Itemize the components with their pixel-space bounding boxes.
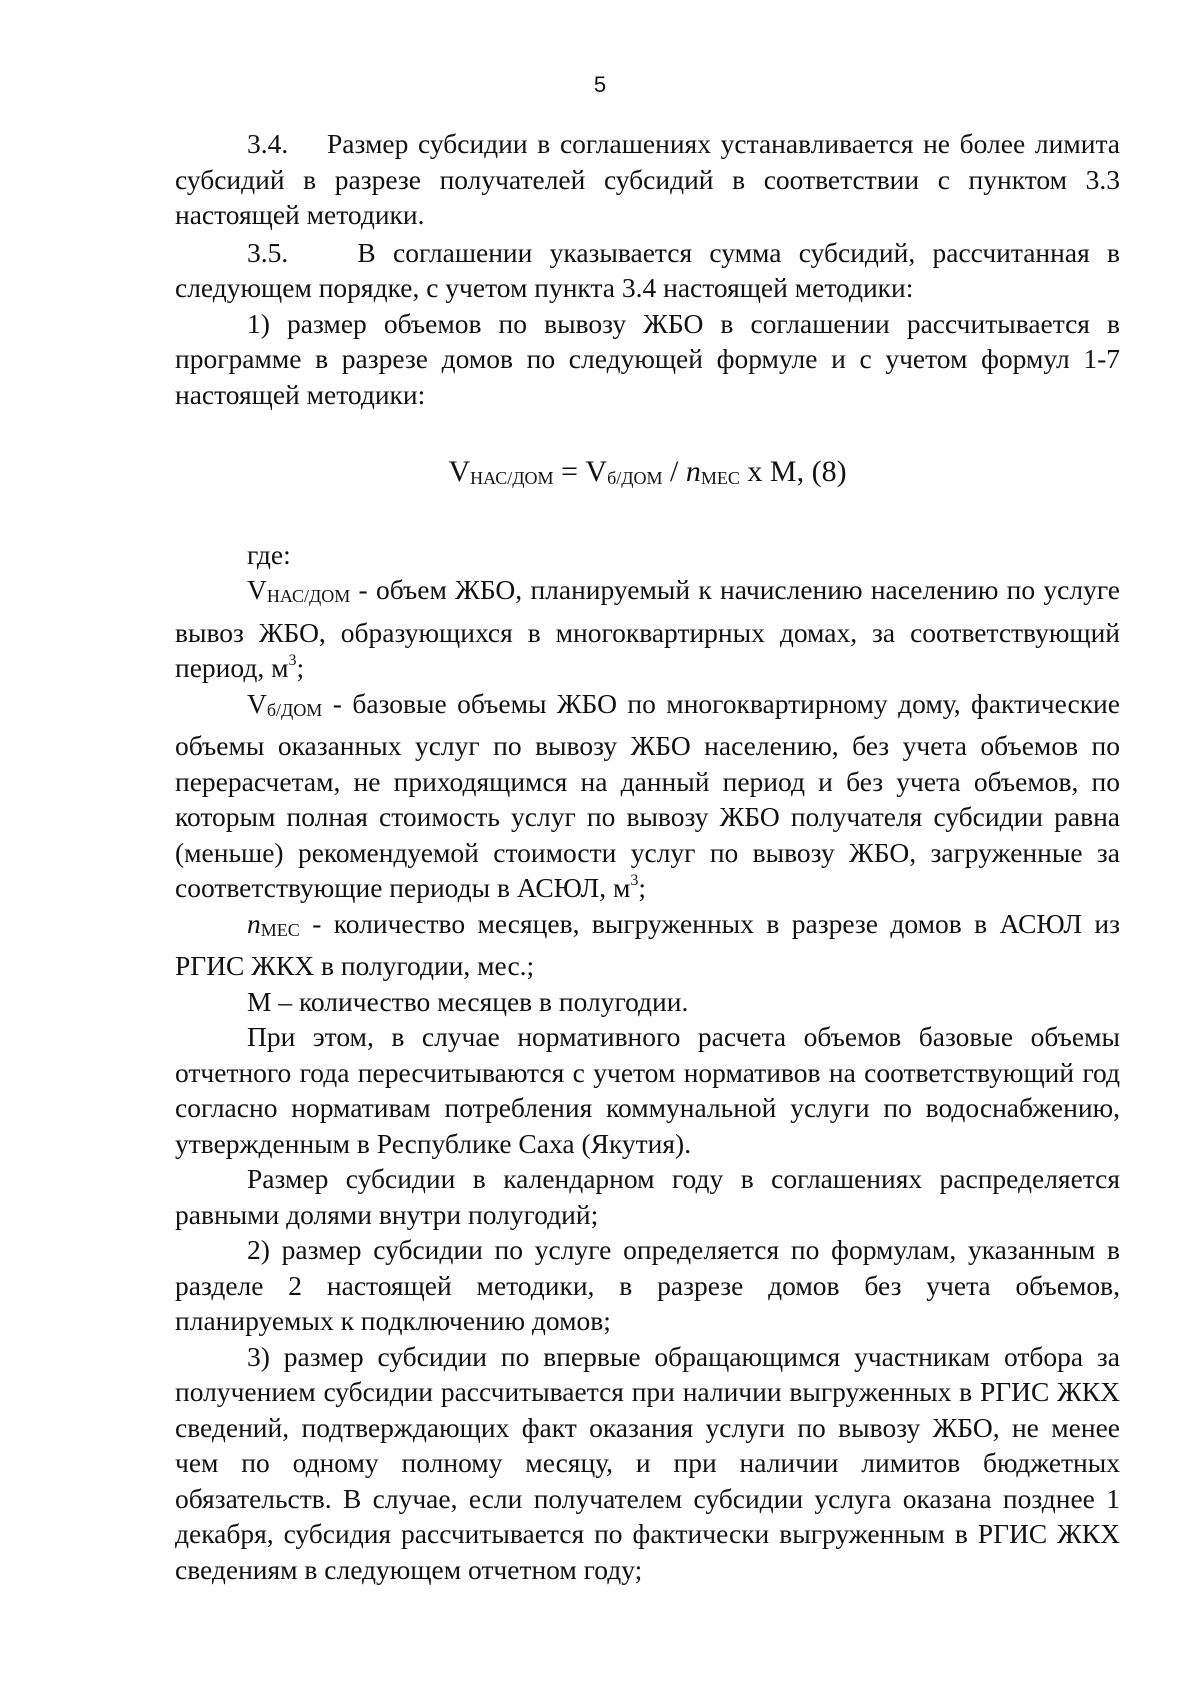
where-label: где: [247,538,291,570]
def-symbol: V [247,687,267,719]
def-end: ; [638,872,647,903]
paragraph-text: Размер субсидии в соглашениях устанавливается не более лимита субсидий в разрезе получателей субсидий в соответствии с пунктом 3.3 настоящей методики. [175,128,1121,230]
formula-equals: = [553,455,586,488]
def-subscript: НАС/ДОМ [266,586,351,606]
definition-v-nas-dom [175,572,1120,686]
document-body [175,126,1120,1587]
list-item-3: 3) размер субсидии по впервые обращающимся участникам отбора за получением субсидии рассчитывается при наличии выгруженных в РГИС ЖКХ сведений, подтверждающих факт оказания услуги по вывозу ЖБО, не менее чем по одному полному месяцу, и при наличии лимитов бюджетных обязательств. В случае, если получателем субсидии услуга оказана позднее 1 декабря, субсидия рассчитывается по фактически выгруженным в РГИС ЖКХ сведениям в следующем отчетном году; [175,1340,1120,1585]
clause-number: 3.5. [247,236,289,268]
clause-number: 3.4. [247,128,289,159]
formula-n-subscript: МЕС [700,468,740,488]
definition-v-b-dom [175,686,1120,906]
paragraph-normative: При этом, в случае нормативного расчета объемов базовые объемы отчетного года пересчитываются с учетом нормативов на соответствующий год согласно нормативам потребления коммунальной услуги по водоснабжению, утвержденным в Республике Саха (Якутия). [175,1021,1120,1159]
definition-n-mes [175,906,1120,984]
formula-rhs-subscript: б/ДОМ [607,468,663,488]
def-subscript: МЕС [260,919,300,940]
def-subscript: б/ДОМ [266,699,323,720]
def-superscript: 3 [630,872,639,889]
def-end: ; [296,652,305,683]
formula-tail: х М, (8) [739,455,847,488]
formula-n: n [685,455,701,488]
def-superscript: 3 [288,652,297,669]
definition-m: М – количество месяцев в полугодии. [247,985,689,1017]
paragraph-subsidy-size: Размер субсидии в календарном году в соглашениях распределяется равными долями внутри полугодий; [175,1163,1120,1230]
def-text: - объем ЖБО, планируемый к начислению населению по услуге вывоз ЖБО, образующихся в многоквартирных домах, за соответствующий период, м [175,574,1120,683]
formula-rhs-v: V [585,455,608,488]
paragraph-3-5 [175,235,1120,306]
formula-lhs-v: V [448,455,471,488]
list-item-1: 1) размер объемов по вывозу ЖБО в соглашении рассчитывается в программе в разрезе домов по следующей формуле и с учетом формул 1-7 настоящей методики: [175,307,1120,410]
list-item-2: 2) размер субсидии по услуге определяется по формулам, указанным в разделе 2 настоящей методики, в разрезе домов без учета объемов, планируемых к подключению домов; [175,1234,1120,1336]
formula-lhs-subscript: НАС/ДОМ [470,468,554,488]
page-number: 5 [593,72,607,97]
def-text: - базовые объемы ЖБО по многоквартирному дому, фактические объемы оказанных услуг по вывозу ЖБО населению, без учета объемов по перерасчетам, не приходящимся на данный период и без учета объемов, по которым полная стоимость услуг по вывозу ЖБО получателя субсидии равна (меньше) рекомендуемой стоимости услуг по вывозу ЖБО, загруженные за соответствующие периоды в АСЮЛ, м [175,687,1120,903]
paragraph-text: В соглашении указывается сумма субсидий, рассчитанная в следующем порядке, с учетом пункта 3.4 настоящей методики: [175,236,1120,303]
formula-slash: / [662,455,686,488]
paragraph-3-4 [175,126,1120,233]
def-text: - количество месяцев, выгруженных в разрезе домов в АСЮЛ из РГИС ЖКХ в полугодии, мес.; [175,907,1120,981]
def-symbol: V [247,574,267,605]
formula-8 [175,454,1120,497]
def-symbol: n [247,907,261,939]
